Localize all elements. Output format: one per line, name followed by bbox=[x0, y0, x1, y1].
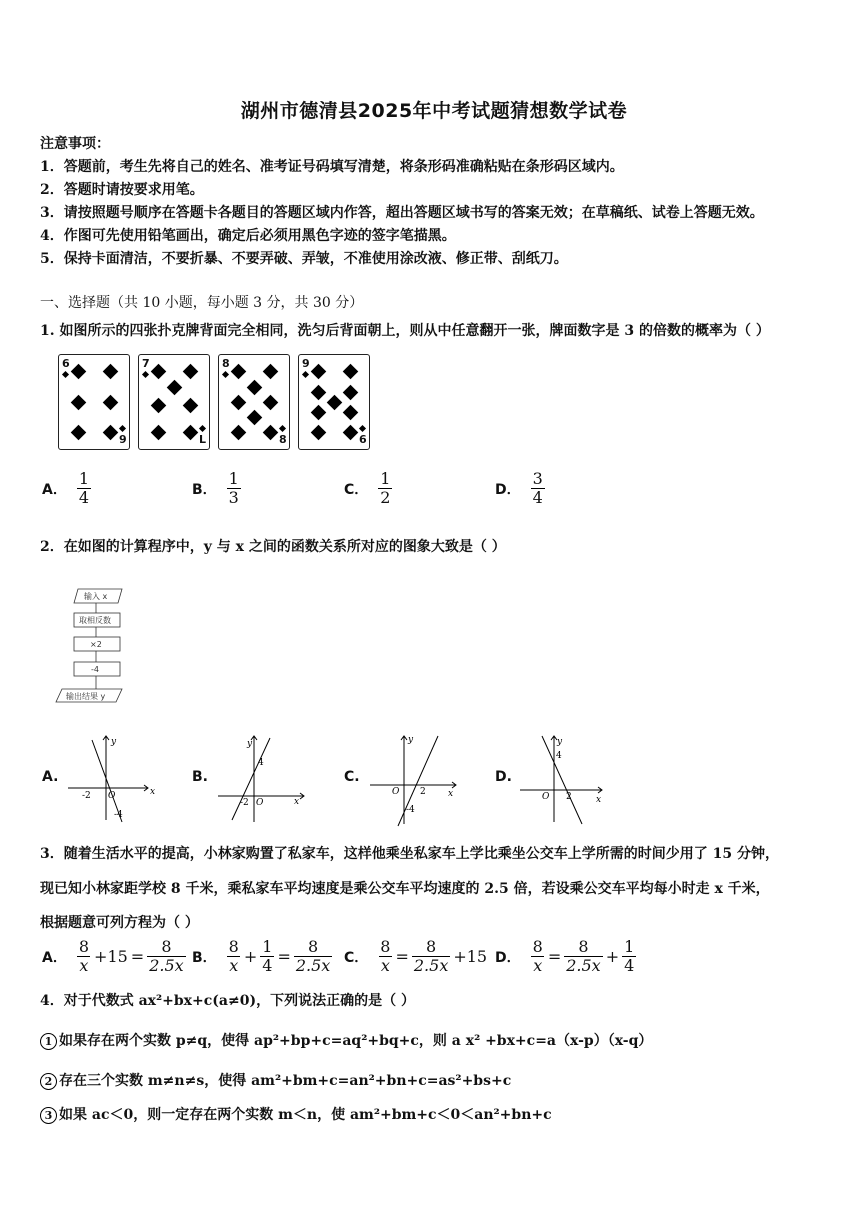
diamond-icon bbox=[311, 425, 327, 441]
note-item: 2．答题时请按要求用笔。 bbox=[40, 182, 204, 198]
equation: $\frac{8}{x}$ + $\frac{1}{4}$ = $\frac{8}{2.5x}$ bbox=[228, 937, 331, 975]
card-rank-flipped: L bbox=[199, 433, 207, 446]
option-label: C． bbox=[344, 949, 369, 966]
denominator: 3 bbox=[228, 488, 239, 507]
q4-statement-1 bbox=[40, 1030, 652, 1050]
question-1-stem: 1. 如图所示的四张扑克牌背面完全相同，洗匀后背面朝上，则从中任意翻开一张，牌面数字是 3 的倍数的概率为（ ） bbox=[40, 323, 770, 339]
card-rank: 9 bbox=[302, 357, 310, 370]
diamond-icon bbox=[151, 364, 167, 380]
diamond-icon bbox=[62, 371, 69, 378]
playing-card-9 bbox=[298, 354, 370, 450]
diamond-icon bbox=[343, 364, 359, 380]
statement-text: 如果存在两个实数 p≠q，使得 ap²+bp+c=aq²+bq+c，则 a x² +bx+c=a（x-p）（x-q） bbox=[59, 1033, 653, 1049]
flow-label: 输入 x bbox=[84, 592, 108, 601]
q2-graph-b[interactable] bbox=[214, 732, 310, 824]
diamond-icon bbox=[151, 398, 167, 414]
q2-option-a-label[interactable]: A. bbox=[42, 769, 59, 785]
card-rank-flipped: 8 bbox=[279, 433, 287, 446]
option-label: D． bbox=[495, 949, 521, 966]
q2-option-b-label[interactable]: B. bbox=[192, 769, 208, 785]
note-item: 1．答题前，考生先将自己的姓名、准考证号码填写清楚，将条形码准确粘贴在条形码区域内。 bbox=[40, 159, 624, 175]
circled-number: 3 bbox=[40, 1107, 57, 1124]
question-3-line: 现已知小林家距学校 8 千米，乘私家车平均速度是乘公交车平均速度的 2.5 倍，若设乘公交车平均每小时走 x 千米， bbox=[40, 881, 770, 897]
diamond-icon bbox=[167, 380, 183, 396]
option-label: D． bbox=[495, 481, 521, 498]
svg-text:O: O bbox=[542, 792, 550, 802]
q4-statement-3 bbox=[40, 1104, 552, 1124]
fraction bbox=[378, 470, 392, 507]
question-3-line: 3．随着生活水平的提高，小林家购置了私家车，这样他乘坐私家车上学比乘坐公交车上学所需的时间少用了 15 分钟， bbox=[40, 846, 779, 862]
flow-label: ×2 bbox=[90, 640, 102, 649]
diamond-icon bbox=[311, 364, 327, 380]
note-item: 4．作图可先使用铅笔画出，确定后必须用黑色字迹的签字笔描黑。 bbox=[40, 228, 456, 244]
diamond-icon bbox=[71, 425, 87, 441]
diamond-icon bbox=[263, 395, 279, 411]
diamond-icon bbox=[311, 385, 327, 401]
diamond-icon bbox=[199, 425, 206, 432]
diamond-icon bbox=[311, 405, 327, 421]
svg-text:-4: -4 bbox=[114, 810, 123, 820]
flow-label: 取相反数 bbox=[79, 616, 111, 625]
numerator: 1 bbox=[78, 469, 90, 488]
q3-option-a[interactable] bbox=[42, 938, 186, 975]
svg-text:O: O bbox=[108, 791, 116, 801]
numerator: 1 bbox=[228, 469, 239, 488]
option-label: B． bbox=[192, 481, 217, 498]
q2-option-c-label[interactable]: C. bbox=[344, 769, 360, 785]
svg-text:-2: -2 bbox=[82, 791, 91, 801]
diamond-icon bbox=[343, 405, 359, 421]
diamond-icon bbox=[119, 425, 126, 432]
q2-graph-a[interactable] bbox=[64, 732, 154, 824]
diamond-icon bbox=[343, 385, 359, 401]
diamond-icon bbox=[103, 395, 119, 411]
svg-text:4: 4 bbox=[258, 758, 264, 768]
q4-statement-2 bbox=[40, 1070, 511, 1090]
card-rank: 8 bbox=[222, 357, 230, 370]
svg-text:x: x bbox=[294, 797, 300, 807]
numerator: 1 bbox=[380, 469, 391, 488]
svg-text:y: y bbox=[557, 737, 563, 747]
q2-graph-c[interactable] bbox=[368, 732, 460, 828]
q1-option-c[interactable] bbox=[344, 470, 392, 507]
svg-text:y: y bbox=[247, 739, 253, 749]
notes-heading: 注意事项： bbox=[40, 136, 110, 152]
diamond-icon bbox=[71, 364, 87, 380]
option-label: A． bbox=[42, 481, 67, 498]
playing-card-8 bbox=[218, 354, 290, 450]
playing-card-6 bbox=[58, 354, 130, 450]
q3-option-d[interactable] bbox=[495, 938, 636, 975]
q2-graph-d[interactable] bbox=[518, 732, 608, 824]
equation: $\frac{8}{x}$ = $\frac{8}{2.5x}$ +15 bbox=[380, 937, 488, 975]
equation: $\frac{8}{x}$ +15 = $\frac{8}{2.5x}$ bbox=[78, 937, 184, 975]
q3-option-b[interactable] bbox=[192, 938, 332, 975]
question-4-stem: 4．对于代数式 ax²+bx+c(a≠0)，下列说法正确的是（ ） bbox=[40, 993, 415, 1009]
diamond-icon bbox=[183, 364, 199, 380]
diamond-icon bbox=[343, 425, 359, 441]
svg-text:-2: -2 bbox=[240, 798, 249, 808]
diamond-icon bbox=[103, 425, 119, 441]
equation: $\frac{8}{x}$ = $\frac{8}{2.5x}$ + $\frac{1}{4}$ bbox=[532, 937, 635, 975]
statement-text: 存在三个实数 m≠n≠s，使得 am²+bm+c=an²+bn+c=as²+bs+c bbox=[59, 1073, 512, 1089]
page-title: 湖州市德清县2025年中考试题猜想数学试卷 bbox=[240, 100, 628, 122]
q3-option-c[interactable] bbox=[344, 938, 487, 975]
flow-label: 输出结果 y bbox=[66, 692, 106, 701]
diamond-icon bbox=[71, 395, 87, 411]
diamond-icon bbox=[151, 425, 167, 441]
note-item: 3．请按照题号顺序在答题卡各题目的答题区域内作答，超出答题区域书写的答案无效；在草稿纸、试卷上答题无效。 bbox=[40, 205, 764, 221]
diamond-icon bbox=[183, 425, 199, 441]
svg-text:y: y bbox=[111, 737, 117, 747]
svg-text:y: y bbox=[408, 735, 414, 745]
circled-number: 1 bbox=[40, 1033, 57, 1050]
flow-label: -4 bbox=[91, 665, 99, 674]
playing-card-7 bbox=[138, 354, 210, 450]
svg-text:x: x bbox=[596, 795, 602, 805]
diamond-icon bbox=[222, 371, 229, 378]
statement-text: 如果 ac＜0，则一定存在两个实数 m＜n，使 am²+bm+c＜0＜an²+bn+c bbox=[59, 1107, 552, 1123]
fraction bbox=[227, 470, 241, 507]
diamond-icon bbox=[359, 425, 366, 432]
svg-text:O: O bbox=[392, 787, 400, 797]
svg-text:4: 4 bbox=[556, 751, 562, 761]
card-rank: 6 bbox=[62, 357, 70, 370]
numerator: 3 bbox=[532, 469, 543, 488]
card-rank-flipped: 6 bbox=[359, 433, 367, 446]
svg-text:x: x bbox=[150, 787, 156, 797]
svg-text:-4: -4 bbox=[406, 805, 415, 815]
diamond-icon bbox=[327, 395, 343, 411]
option-label: C． bbox=[344, 481, 369, 498]
diamond-icon bbox=[263, 364, 279, 380]
q1-option-a[interactable] bbox=[42, 470, 91, 507]
svg-text:2: 2 bbox=[420, 787, 426, 797]
q2-option-d-label[interactable]: D. bbox=[495, 769, 512, 785]
q1-option-d[interactable] bbox=[495, 470, 545, 507]
svg-text:O: O bbox=[256, 798, 264, 808]
diamond-icon bbox=[247, 410, 263, 426]
flowchart bbox=[52, 586, 124, 708]
diamond-icon bbox=[231, 425, 247, 441]
denominator: 4 bbox=[532, 488, 543, 507]
card-rank: 7 bbox=[142, 357, 150, 370]
diamond-icon bbox=[247, 380, 263, 396]
circled-number: 2 bbox=[40, 1073, 57, 1090]
diamond-icon bbox=[183, 398, 199, 414]
q1-option-b[interactable] bbox=[192, 470, 241, 507]
diamond-icon bbox=[302, 371, 309, 378]
option-label: B． bbox=[192, 949, 217, 966]
diamond-icon bbox=[263, 425, 279, 441]
fraction bbox=[77, 470, 91, 507]
note-item: 5．保持卡面清洁，不要折暴、不要弄破、弄皱，不准使用涂改液、修正带、刮纸刀。 bbox=[40, 251, 568, 267]
fraction bbox=[531, 470, 545, 507]
denominator: 4 bbox=[78, 488, 90, 507]
section-heading: 一、选择题（共 10 小题，每小题 3 分，共 30 分） bbox=[40, 295, 364, 311]
svg-text:x: x bbox=[448, 789, 454, 799]
option-label: A． bbox=[42, 949, 67, 966]
diamond-icon bbox=[142, 371, 149, 378]
question-2-stem: 2．在如图的计算程序中，y 与 x 之间的函数关系所对应的图象大致是（ ） bbox=[40, 539, 506, 555]
diamond-icon bbox=[279, 425, 286, 432]
diamond-icon bbox=[231, 395, 247, 411]
denominator: 2 bbox=[380, 488, 391, 507]
svg-text:2: 2 bbox=[566, 792, 572, 802]
diamond-icon bbox=[231, 364, 247, 380]
card-rank-flipped: 9 bbox=[119, 433, 127, 446]
question-3-line: 根据题意可列方程为（ ） bbox=[40, 915, 199, 931]
diamond-icon bbox=[103, 364, 119, 380]
